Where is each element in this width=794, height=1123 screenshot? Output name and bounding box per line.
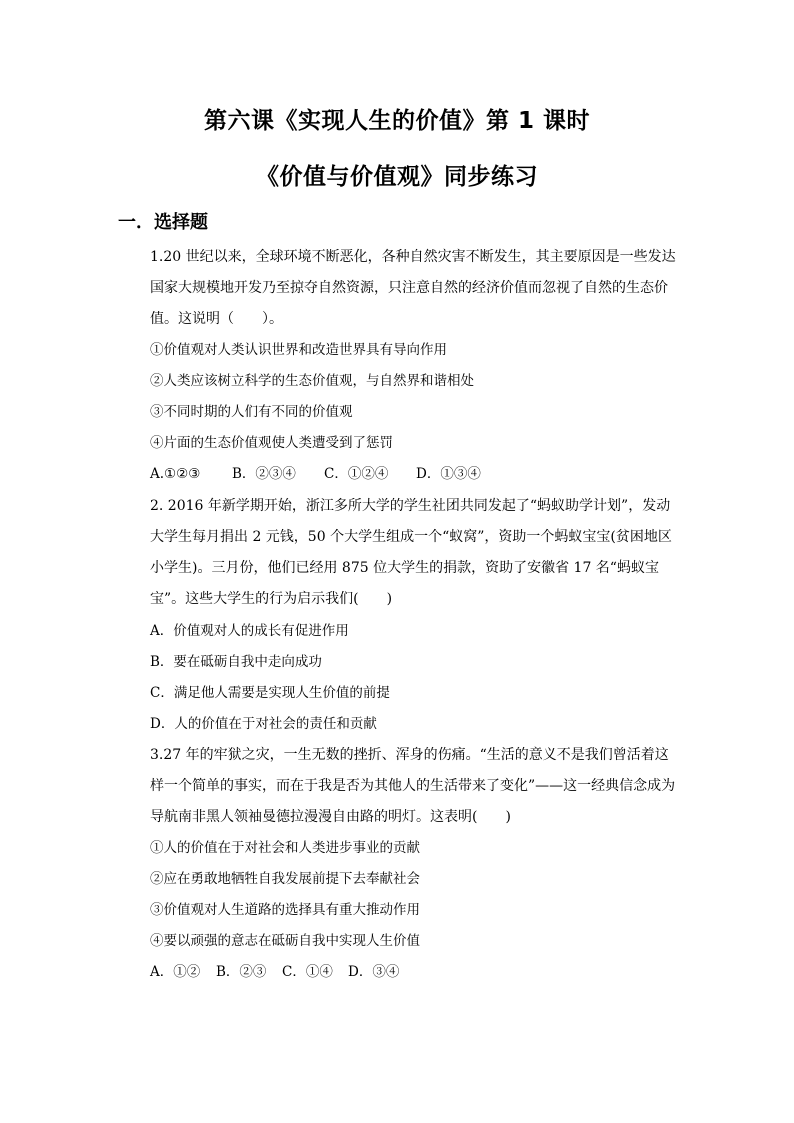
question-3-item-4: ④要以顽强的意志在砥砺自我中实现人生价值 (150, 933, 420, 949)
choice-d: D．③④ (348, 964, 400, 980)
question-stem: 3.27 年的牢狱之灾，一生无数的挫折、浑身的伤痛。“生活的意义不是我们曾活着这样一个简单的事实，而在于我是否为其他人的生活带来了变化”——这一经典信念成为导航南非黑人领袖曼德拉漫漫自由路的明灯。这表明( ) (150, 747, 676, 825)
section-heading: 一．选择题 (118, 212, 208, 233)
choice-c: C．①④ (282, 964, 333, 980)
question-3-item-1: ①人的价值在于对社会和人类进步事业的贡献 (150, 840, 420, 856)
question-3-item-3: ③价值观对人生道路的选择具有重大推动作用 (150, 902, 420, 918)
question-2-option-c: C．满足他人需要是实现人生价值的前提 (150, 685, 390, 701)
choice-d: D．①③④ (416, 466, 481, 482)
question-1-choices (150, 464, 481, 484)
question-1-item-1: ①价值观对人类认识世界和改造世界具有导向作用 (150, 342, 447, 358)
choice-b: B．②③ (216, 964, 267, 980)
question-2-option-d: D．人的价值在于对社会的责任和贡献 (150, 716, 377, 732)
document-subtitle: 《价值与价值观》同步练习 (256, 164, 538, 190)
question-2-stem (150, 491, 680, 615)
question-1-item-3: ③不同时期的人们有不同的价值观 (150, 404, 353, 420)
question-stem: 2. 2016 年新学期开始，浙江多所大学的学生社团共同发起了“蚂蚁助学计划”，发动大学生每月捐出 2 元钱，50 个大学生组成一个“蚁窝”，资助一个蚂蚁宝宝(贫困地区小学生)。三月份，他们已经用 875 位大学生的捐款，资助了安徽省 17 名“蚂蚁宝宝”。这些大学生的行为启示我们( ) (150, 498, 672, 607)
choice-a: A.①②③ (150, 466, 201, 482)
question-1-stem (150, 242, 680, 335)
choice-c: C．①②④ (324, 466, 389, 482)
choice-b: B．②③④ (232, 466, 296, 482)
document-title: 第六课《实现人生的价值》第 1 课时 (203, 108, 591, 134)
question-2-option-b: B．要在砥砺自我中走向成功 (150, 654, 322, 670)
question-1-item-4: ④片面的生态价值观使人类遭受到了惩罚 (150, 435, 393, 451)
question-2-option-a: A．价值观对人的成长有促进作用 (150, 623, 349, 639)
question-stem: 1.20 世纪以来，全球环境不断恶化，各种自然灾害不断发生，其主要原因是一些发达国家大规模地开发乃至掠夺自然资源，只注意自然的经济价值而忽视了自然的生态价值。这说明（ ）。 (150, 249, 676, 327)
question-3-item-2: ②应在勇敢地牺牲自我发展前提下去奉献社会 (150, 871, 420, 887)
question-1-item-2: ②人类应该树立科学的生态价值观，与自然界和谐相处 (150, 373, 474, 389)
question-3-stem (150, 740, 680, 833)
choice-a: A．①② (150, 964, 201, 980)
question-3-choices (150, 962, 399, 982)
